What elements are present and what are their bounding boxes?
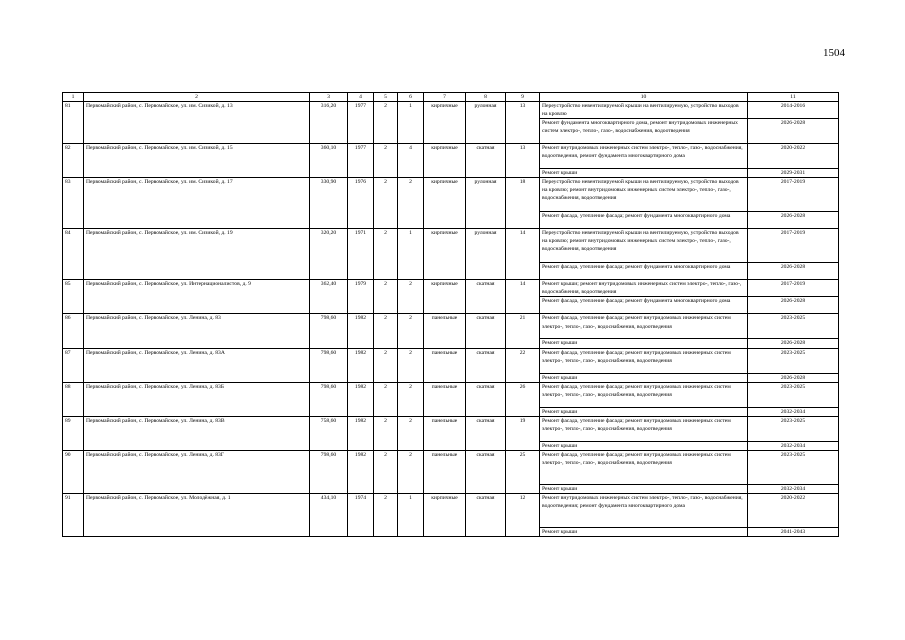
- period-cell: 2029-2031: [748, 169, 839, 178]
- period-cell: 2020-2022: [748, 144, 839, 169]
- registry-body: [63, 93, 839, 537]
- repair-work-cell: Ремонт крыши: [540, 527, 748, 536]
- floors-cell: 2: [374, 416, 398, 450]
- column-number: 8: [466, 93, 506, 102]
- wall-material-cell: кирпичные: [424, 178, 466, 229]
- floors-cell: 2: [374, 314, 398, 348]
- roof-type-cell: рулонная: [466, 178, 506, 229]
- period-cell: 2026-2028: [748, 212, 839, 229]
- address-cell: Первомайский район, с. Первомайское, ул. Ленина, д. 83Г: [84, 450, 310, 493]
- column-number: 1: [63, 93, 84, 102]
- wall-material-cell: панельные: [424, 314, 466, 348]
- row-number-cell: 81: [63, 102, 84, 144]
- entrances-cell: 1: [398, 493, 424, 536]
- row-number-cell: 89: [63, 416, 84, 450]
- repair-work-cell: Ремонт фасада, утепление фасада; ремонт фундамента многоквартирного дома: [540, 212, 748, 229]
- year-cell: 1977: [348, 102, 374, 144]
- repair-work-cell: Ремонт крыши: [540, 441, 748, 450]
- entrances-cell: 1: [398, 229, 424, 280]
- table-row: [63, 314, 839, 339]
- entrances-cell: 2: [398, 382, 424, 416]
- repair-work-cell: Ремонт фасада, утепление фасада; ремонт фундамента многоквартирного дома: [540, 297, 748, 314]
- row-number-cell: 85: [63, 280, 84, 314]
- entrances-cell: 2: [398, 416, 424, 450]
- roof-type-cell: рулонная: [466, 229, 506, 280]
- roof-type-cell: рулонная: [466, 102, 506, 144]
- row-number-cell: 82: [63, 144, 84, 178]
- repair-work-cell: Переустройство невентилируемой крыши на вентилируемую, устройство выходов на кровлю: [540, 102, 748, 119]
- repair-work-cell: Ремонт фундамента многоквартирного дома, ремонт внутридомовых инженерных систем электро-, тепло-, газо-, водоснабжения, водоотведения: [540, 119, 748, 144]
- column-9-cell: 14: [506, 280, 540, 314]
- registry-table: [62, 92, 839, 537]
- wall-material-cell: кирпичные: [424, 229, 466, 280]
- entrances-cell: 2: [398, 450, 424, 493]
- area-cell: 362,40: [310, 280, 348, 314]
- table-row: [63, 178, 839, 212]
- column-9-cell: 26: [506, 382, 540, 416]
- column-number: 11: [748, 93, 839, 102]
- period-cell: 2032-2034: [748, 441, 839, 450]
- repair-work-cell: Ремонт крыши: [540, 339, 748, 348]
- entrances-cell: 4: [398, 144, 424, 178]
- address-cell: Первомайский район, с. Первомайское, ул. Ленина, д. 83В: [84, 416, 310, 450]
- repair-work-cell: Ремонт фасада, утепление фасада; ремонт внутридомовых инженерных систем электро-, тепло-, газо-, водоснабжения, водоотведения: [540, 314, 748, 339]
- roof-type-cell: скатная: [466, 450, 506, 493]
- wall-material-cell: кирпичные: [424, 280, 466, 314]
- roof-type-cell: скатная: [466, 144, 506, 178]
- column-9-cell: 13: [506, 102, 540, 144]
- period-cell: 2023-2025: [748, 450, 839, 484]
- repair-work-cell: Ремонт внутридомовых инженерных систем электро-, тепло-, газо-, водоснабжения, водоотведения, ремонт фундамента многоквартирного дома: [540, 144, 748, 169]
- period-cell: 2023-2025: [748, 348, 839, 373]
- area-cell: 798,60: [310, 348, 348, 382]
- repair-work-cell: Ремонт фасада, утепление фасада; ремонт внутридомовых инженерных систем электро-, тепло-, газо-, водоснабжения, водоотведения: [540, 416, 748, 441]
- entrances-cell: 2: [398, 314, 424, 348]
- repair-work-cell: Ремонт фасада, утепление фасада; ремонт внутридомовых инженерных систем электро-, тепло-, газо-, водоснабжения, водоотведения: [540, 382, 748, 407]
- roof-type-cell: скатная: [466, 348, 506, 382]
- column-9-cell: 25: [506, 450, 540, 493]
- year-cell: 1979: [348, 280, 374, 314]
- floors-cell: 2: [374, 493, 398, 536]
- entrances-cell: 2: [398, 348, 424, 382]
- area-cell: 798,60: [310, 450, 348, 493]
- repair-work-cell: Ремонт фасада, утепление фасада; ремонт внутридомовых инженерных систем электро-, тепло-, газо-, водоснабжения, водоотведения: [540, 348, 748, 373]
- period-cell: 2026-2028: [748, 263, 839, 280]
- period-cell: 2032-2034: [748, 484, 839, 493]
- table-row: [63, 382, 839, 407]
- area-cell: 798,60: [310, 314, 348, 348]
- year-cell: 1971: [348, 229, 374, 280]
- period-cell: 2017-2019: [748, 178, 839, 212]
- repair-work-cell: Ремонт крыши: [540, 484, 748, 493]
- period-cell: 2026-2028: [748, 373, 839, 382]
- year-cell: 1982: [348, 348, 374, 382]
- floors-cell: 2: [374, 144, 398, 178]
- wall-material-cell: панельные: [424, 348, 466, 382]
- year-cell: 1982: [348, 416, 374, 450]
- row-number-cell: 87: [63, 348, 84, 382]
- table-row: [63, 280, 839, 297]
- floors-cell: 2: [374, 450, 398, 493]
- entrances-cell: 2: [398, 280, 424, 314]
- repair-work-cell: Ремонт фасада, утепление фасада; ремонт фундамента многоквартирного дома: [540, 263, 748, 280]
- address-cell: Первомайский район, с. Первомайское, ул. Интернационалистов, д. 9: [84, 280, 310, 314]
- floors-cell: 2: [374, 280, 398, 314]
- entrances-cell: 2: [398, 178, 424, 229]
- year-cell: 1982: [348, 314, 374, 348]
- area-cell: 330,90: [310, 178, 348, 229]
- row-number-cell: 83: [63, 178, 84, 229]
- period-cell: 2017-2019: [748, 280, 839, 297]
- address-cell: Первомайский район, с. Первомайское, ул. Ленина, д. 83Б: [84, 382, 310, 416]
- floors-cell: 2: [374, 229, 398, 280]
- column-number-row: [63, 93, 839, 102]
- period-cell: 2023-2025: [748, 314, 839, 339]
- repair-work-cell: Переустройство невентилируемой крыши на вентилируемую, устройство выходов на кровлю; ремонт внутридомовых инженерных систем электро-, тепло-, газо-, водоснабжения, водоотведения: [540, 178, 748, 212]
- period-cell: 2026-2028: [748, 297, 839, 314]
- wall-material-cell: кирпичные: [424, 493, 466, 536]
- wall-material-cell: кирпичные: [424, 144, 466, 178]
- table-row: [63, 450, 839, 484]
- table-row: [63, 416, 839, 441]
- table-row: [63, 229, 839, 263]
- period-cell: 2017-2019: [748, 229, 839, 263]
- year-cell: 1976: [348, 178, 374, 229]
- repair-work-cell: Ремонт крыши; ремонт внутридомовых инженерных систем электро-, тепло-, газо-, водоснабжения, водоотведения: [540, 280, 748, 297]
- row-number-cell: 90: [63, 450, 84, 493]
- column-9-cell: 12: [506, 493, 540, 536]
- column-number: 4: [348, 93, 374, 102]
- area-cell: 316,20: [310, 102, 348, 144]
- column-number: 9: [506, 93, 540, 102]
- address-cell: Первомайский район, с. Первомайское, ул. Ленина, д. 83А: [84, 348, 310, 382]
- column-9-cell: 13: [506, 144, 540, 178]
- row-number-cell: 88: [63, 382, 84, 416]
- entrances-cell: 1: [398, 102, 424, 144]
- period-cell: 2026-2028: [748, 119, 839, 144]
- column-9-cell: 18: [506, 178, 540, 229]
- column-number: 6: [398, 93, 424, 102]
- wall-material-cell: панельные: [424, 382, 466, 416]
- period-cell: 2023-2025: [748, 382, 839, 407]
- roof-type-cell: скатная: [466, 493, 506, 536]
- repair-work-cell: Ремонт крыши: [540, 169, 748, 178]
- column-9-cell: 21: [506, 314, 540, 348]
- floors-cell: 2: [374, 348, 398, 382]
- address-cell: Первомайский район, с. Первомайское, ул. Ленина, д. 83: [84, 314, 310, 348]
- repair-work-cell: Ремонт внутридомовых инженерных систем электро-, тепло-, газо-, водоснабжения, водоотведения; ремонт фундамента многоквартирного дома: [540, 493, 748, 527]
- roof-type-cell: скатная: [466, 382, 506, 416]
- year-cell: 1982: [348, 382, 374, 416]
- area-cell: 360,10: [310, 144, 348, 178]
- period-cell: 2023-2025: [748, 416, 839, 441]
- year-cell: 1982: [348, 450, 374, 493]
- area-cell: 758,60: [310, 416, 348, 450]
- repair-work-cell: Ремонт фасада, утепление фасада; ремонт внутридомовых инженерных систем электро-, тепло-, газо-, водоснабжения, водоотведения: [540, 450, 748, 484]
- table-row: [63, 144, 839, 169]
- column-number: 10: [540, 93, 748, 102]
- address-cell: Первомайский район, с. Первомайское, ул. Молодёжная, д. 1: [84, 493, 310, 536]
- column-number: 7: [424, 93, 466, 102]
- table-row: [63, 102, 839, 119]
- repair-work-cell: Ремонт крыши: [540, 407, 748, 416]
- roof-type-cell: скатная: [466, 314, 506, 348]
- column-number: 3: [310, 93, 348, 102]
- period-cell: 2026-2028: [748, 339, 839, 348]
- column-9-cell: 14: [506, 229, 540, 280]
- year-cell: 1977: [348, 144, 374, 178]
- row-number-cell: 91: [63, 493, 84, 536]
- table-row: [63, 493, 839, 527]
- area-cell: 320,20: [310, 229, 348, 280]
- period-cell: 2041-2043: [748, 527, 839, 536]
- period-cell: 2020-2022: [748, 493, 839, 527]
- floors-cell: 2: [374, 382, 398, 416]
- address-cell: Первомайский район, с. Первомайское, ул. им. Сизикой, д. 19: [84, 229, 310, 280]
- period-cell: 2032-2034: [748, 407, 839, 416]
- area-cell: 798,60: [310, 382, 348, 416]
- year-cell: 1974: [348, 493, 374, 536]
- repair-work-cell: Переустройство невентилируемой крыши на вентилируемую, устройство выходов на кровлю; ремонт внутридомовых инженерных систем электро-, тепло-, газо-, водоснабжения, водоотведения: [540, 229, 748, 263]
- address-cell: Первомайский район, с. Первомайское, ул. им. Сизикой, д. 15: [84, 144, 310, 178]
- address-cell: Первомайский район, с. Первомайское, ул. им. Сизикой, д. 17: [84, 178, 310, 229]
- page-number: 1504: [823, 47, 845, 59]
- column-number: 5: [374, 93, 398, 102]
- row-number-cell: 84: [63, 229, 84, 280]
- column-number: 2: [84, 93, 310, 102]
- wall-material-cell: панельные: [424, 450, 466, 493]
- row-number-cell: 86: [63, 314, 84, 348]
- floors-cell: 2: [374, 178, 398, 229]
- column-9-cell: 19: [506, 416, 540, 450]
- table-row: [63, 348, 839, 373]
- roof-type-cell: скатная: [466, 416, 506, 450]
- period-cell: 2014-2016: [748, 102, 839, 119]
- repair-work-cell: Ремонт крыши: [540, 373, 748, 382]
- column-9-cell: 22: [506, 348, 540, 382]
- wall-material-cell: кирпичные: [424, 102, 466, 144]
- address-cell: Первомайский район, с. Первомайское, ул. им. Сизикой, д. 13: [84, 102, 310, 144]
- area-cell: 434,10: [310, 493, 348, 536]
- roof-type-cell: скатная: [466, 280, 506, 314]
- wall-material-cell: панельные: [424, 416, 466, 450]
- floors-cell: 2: [374, 102, 398, 144]
